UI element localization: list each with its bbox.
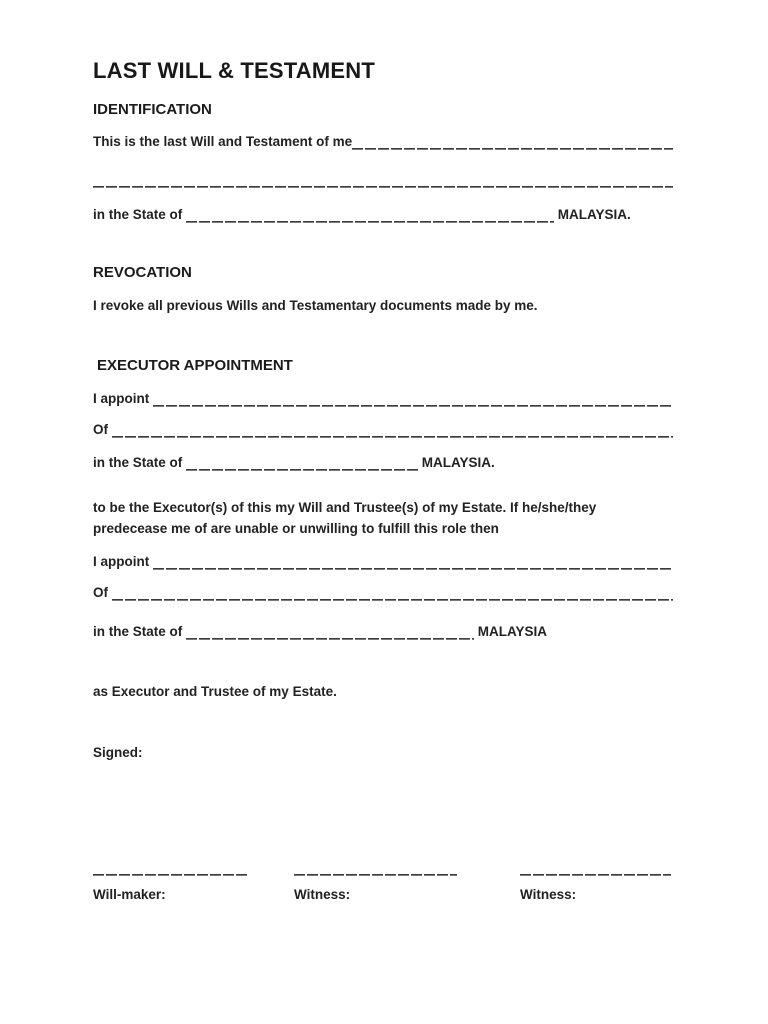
witness1-signature-blank [294,863,457,877]
executor2-name-blank [153,556,673,571]
executor1-state-blank [186,457,418,472]
revocation-body: I revoke all previous Wills and Testamentary documents made by me. [93,298,538,313]
testator-name-row [93,133,673,151]
state-label: in the State of [93,207,187,222]
executor1-state-label: in the State of [93,455,187,470]
willmaker-signature-blank [93,863,248,877]
executor2-state-row [93,623,673,641]
executor1-state-row [93,454,673,472]
executor2-appoint-row [93,553,673,571]
executor1-malaysia-label: MALAYSIA. [418,455,495,470]
executor1-address-row [93,421,673,439]
executor2-state-blank [186,626,474,641]
willmaker-signature-column [93,863,248,902]
executor1-appoint-row [93,390,673,408]
state-blank [186,209,554,224]
document-title: LAST WILL & TESTAMENT [93,58,376,83]
signed-label: Signed: [93,745,143,760]
executor1-address-blank [112,424,673,439]
malaysia-label: MALAYSIA. [554,207,631,222]
executor2-state-label: in the State of [93,624,187,639]
testator-name-continuation-blank [93,174,673,189]
executor1-appoint-label: I appoint [93,391,153,406]
executor2-malaysia-label: MALAYSIA [474,624,548,639]
witness1-label: Witness: [294,887,351,902]
executor1-of-label: Of [93,422,112,437]
testator-name-blank [352,136,673,151]
signature-block [93,863,671,902]
witness2-signature-column [520,863,671,902]
identification-heading: IDENTIFICATION [93,101,212,118]
executor2-appoint-label: I appoint [93,554,153,569]
testator-name-label: This is the last Will and Testament of me [93,134,353,149]
executor1-name-blank [153,393,673,408]
testator-name-continuation-row [93,174,673,189]
revocation-heading: REVOCATION [93,264,192,281]
executor2-address-blank [112,587,673,602]
executor-clause: to be the Executor(s) of this my Will and Trustee(s) of my Estate. If he/she/they predecease me of are unable or unwilling to fulfill this role then [93,500,597,536]
executor-heading: EXECUTOR APPOINTMENT [97,357,293,374]
identification-state-row [93,206,673,224]
witness2-label: Witness: [520,887,577,902]
witness2-signature-blank [520,863,671,877]
witness1-signature-column [294,863,457,902]
executor2-address-row [93,584,673,602]
executor2-of-label: Of [93,585,112,600]
willmaker-label: Will-maker: [93,887,166,902]
executor-closing: as Executor and Trustee of my Estate. [93,684,337,699]
